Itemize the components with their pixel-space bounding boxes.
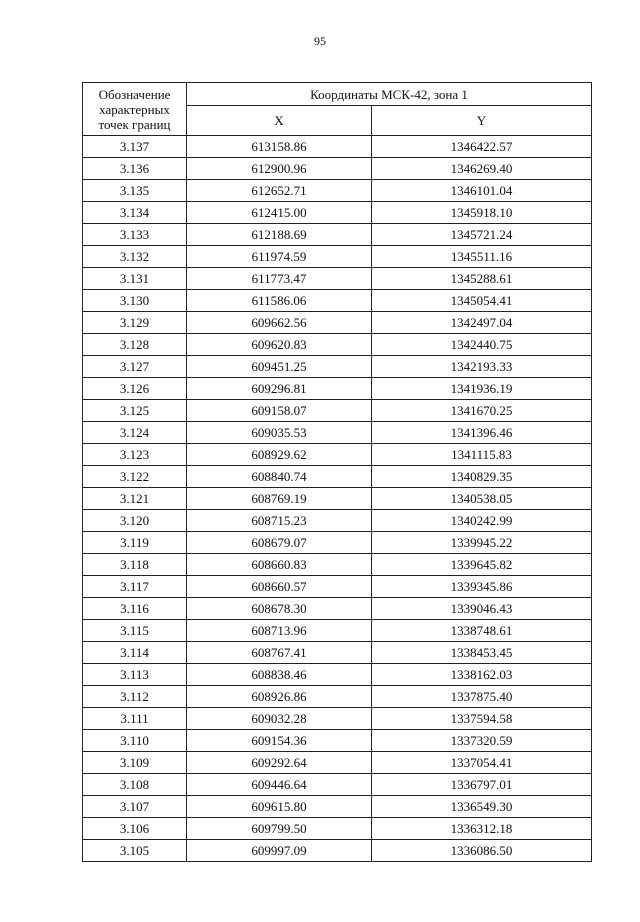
point-cell: 3.131 — [83, 268, 187, 290]
y-cell: 1337054.41 — [372, 752, 592, 774]
point-cell: 3.117 — [83, 576, 187, 598]
point-cell: 3.129 — [83, 312, 187, 334]
page-number: 95 — [314, 34, 326, 48]
point-cell: 3.109 — [83, 752, 187, 774]
point-cell: 3.118 — [83, 554, 187, 576]
table-row — [83, 158, 592, 180]
point-cell: 3.134 — [83, 202, 187, 224]
y-column-header: Y — [372, 106, 592, 136]
point-cell: 3.127 — [83, 356, 187, 378]
point-cell: 3.132 — [83, 246, 187, 268]
y-cell: 1342440.75 — [372, 334, 592, 356]
point-cell: 3.114 — [83, 642, 187, 664]
x-cell: 608713.96 — [187, 620, 372, 642]
point-cell: 3.113 — [83, 664, 187, 686]
x-cell: 609997.09 — [187, 840, 372, 862]
coordinates-table — [82, 82, 592, 862]
table-header — [83, 83, 592, 136]
x-cell: 609615.80 — [187, 796, 372, 818]
point-cell: 3.115 — [83, 620, 187, 642]
table-row — [83, 356, 592, 378]
x-cell: 608715.23 — [187, 510, 372, 532]
y-cell: 1339345.86 — [372, 576, 592, 598]
x-cell: 609446.64 — [187, 774, 372, 796]
point-cell: 3.106 — [83, 818, 187, 840]
x-column-header: X — [187, 106, 372, 136]
table-row — [83, 576, 592, 598]
y-cell: 1346101.04 — [372, 180, 592, 202]
point-cell: 3.126 — [83, 378, 187, 400]
table-row — [83, 400, 592, 422]
x-cell: 612900.96 — [187, 158, 372, 180]
table-row — [83, 598, 592, 620]
x-cell: 612188.69 — [187, 224, 372, 246]
table-row — [83, 334, 592, 356]
y-cell: 1345721.24 — [372, 224, 592, 246]
x-cell: 611586.06 — [187, 290, 372, 312]
x-cell: 609292.64 — [187, 752, 372, 774]
y-cell: 1341115.83 — [372, 444, 592, 466]
y-cell: 1346422.57 — [372, 136, 592, 158]
x-cell: 608660.83 — [187, 554, 372, 576]
y-cell: 1345511.16 — [372, 246, 592, 268]
x-cell: 609662.56 — [187, 312, 372, 334]
x-cell: 609032.28 — [187, 708, 372, 730]
table-row — [83, 642, 592, 664]
x-cell: 612652.71 — [187, 180, 372, 202]
x-cell: 609158.07 — [187, 400, 372, 422]
point-cell: 3.125 — [83, 400, 187, 422]
table-row — [83, 422, 592, 444]
x-cell: 608838.46 — [187, 664, 372, 686]
x-cell: 608678.30 — [187, 598, 372, 620]
x-cell: 609296.81 — [187, 378, 372, 400]
table-row — [83, 774, 592, 796]
point-cell: 3.105 — [83, 840, 187, 862]
x-cell: 611974.59 — [187, 246, 372, 268]
table-row — [83, 708, 592, 730]
point-cell: 3.111 — [83, 708, 187, 730]
y-cell: 1345054.41 — [372, 290, 592, 312]
table-row — [83, 202, 592, 224]
y-cell: 1345918.10 — [372, 202, 592, 224]
coordinates-header: Координаты МСК-42, зона 1 — [187, 83, 592, 106]
point-cell: 3.108 — [83, 774, 187, 796]
y-cell: 1338748.61 — [372, 620, 592, 642]
table-row — [83, 444, 592, 466]
table-row — [83, 686, 592, 708]
point-cell: 3.120 — [83, 510, 187, 532]
x-cell: 608769.19 — [187, 488, 372, 510]
y-cell: 1336549.30 — [372, 796, 592, 818]
x-cell: 608840.74 — [187, 466, 372, 488]
point-cell: 3.137 — [83, 136, 187, 158]
y-cell: 1337320.59 — [372, 730, 592, 752]
y-cell: 1339945.22 — [372, 532, 592, 554]
table-row — [83, 510, 592, 532]
y-cell: 1339645.82 — [372, 554, 592, 576]
table-row — [83, 268, 592, 290]
point-cell: 3.128 — [83, 334, 187, 356]
table-row — [83, 532, 592, 554]
y-cell: 1341396.46 — [372, 422, 592, 444]
y-cell: 1340242.99 — [372, 510, 592, 532]
table-row — [83, 664, 592, 686]
table-row — [83, 224, 592, 246]
point-cell: 3.135 — [83, 180, 187, 202]
x-cell: 609451.25 — [187, 356, 372, 378]
y-cell: 1341670.25 — [372, 400, 592, 422]
x-cell: 608767.41 — [187, 642, 372, 664]
x-cell: 613158.86 — [187, 136, 372, 158]
table-row — [83, 818, 592, 840]
x-cell: 608679.07 — [187, 532, 372, 554]
table-row — [83, 378, 592, 400]
y-cell: 1340538.05 — [372, 488, 592, 510]
y-cell: 1342193.33 — [372, 356, 592, 378]
y-cell: 1346269.40 — [372, 158, 592, 180]
x-cell: 608929.62 — [187, 444, 372, 466]
point-cell: 3.133 — [83, 224, 187, 246]
table-row — [83, 246, 592, 268]
point-cell: 3.107 — [83, 796, 187, 818]
table-row — [83, 840, 592, 862]
y-cell: 1336312.18 — [372, 818, 592, 840]
point-cell: 3.119 — [83, 532, 187, 554]
point-cell: 3.130 — [83, 290, 187, 312]
y-cell: 1337875.40 — [372, 686, 592, 708]
point-cell: 3.122 — [83, 466, 187, 488]
y-cell: 1341936.19 — [372, 378, 592, 400]
table-row — [83, 488, 592, 510]
x-cell: 609154.36 — [187, 730, 372, 752]
table-row — [83, 554, 592, 576]
x-cell: 609035.53 — [187, 422, 372, 444]
x-cell: 608660.57 — [187, 576, 372, 598]
y-cell: 1338453.45 — [372, 642, 592, 664]
point-cell: 3.123 — [83, 444, 187, 466]
y-cell: 1340829.35 — [372, 466, 592, 488]
table-row — [83, 180, 592, 202]
x-cell: 612415.00 — [187, 202, 372, 224]
y-cell: 1337594.58 — [372, 708, 592, 730]
x-cell: 609620.83 — [187, 334, 372, 356]
x-cell: 611773.47 — [187, 268, 372, 290]
point-cell: 3.112 — [83, 686, 187, 708]
x-cell: 608926.86 — [187, 686, 372, 708]
x-cell: 609799.50 — [187, 818, 372, 840]
y-cell: 1345288.61 — [372, 268, 592, 290]
y-cell: 1339046.43 — [372, 598, 592, 620]
y-cell: 1336086.50 — [372, 840, 592, 862]
table-row — [83, 752, 592, 774]
y-cell: 1342497.04 — [372, 312, 592, 334]
table-row — [83, 136, 592, 158]
table-row — [83, 312, 592, 334]
point-cell: 3.136 — [83, 158, 187, 180]
point-column-header: Обозначение характерных точек границ — [83, 83, 187, 136]
point-cell: 3.116 — [83, 598, 187, 620]
table-row — [83, 290, 592, 312]
y-cell: 1338162.03 — [372, 664, 592, 686]
table-row — [83, 796, 592, 818]
table-row — [83, 466, 592, 488]
point-cell: 3.121 — [83, 488, 187, 510]
table-body — [83, 136, 592, 862]
point-cell: 3.124 — [83, 422, 187, 444]
table-row — [83, 730, 592, 752]
point-cell: 3.110 — [83, 730, 187, 752]
table-row — [83, 620, 592, 642]
y-cell: 1336797.01 — [372, 774, 592, 796]
